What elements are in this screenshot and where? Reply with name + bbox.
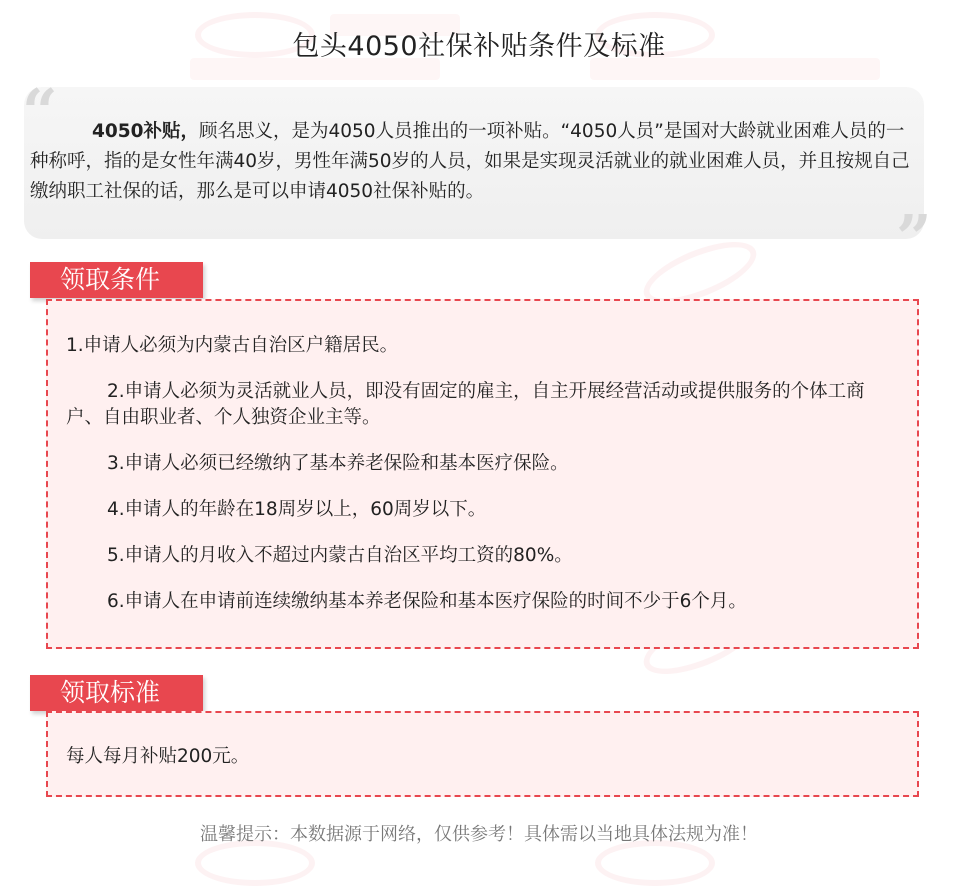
open-quote-icon: “ xyxy=(22,75,58,148)
page-title: 包头4050社保补贴条件及标准 xyxy=(292,31,666,62)
footer-note: 温馨提示：本数据源于网络，仅供参考！具体需以当地具体法规为准！ xyxy=(200,824,758,845)
intro-body: 顾名思义，是为4050人员推出的一项补贴。“4050人员”是国对大龄就业困难人员的一种称呼，指的是女性年满40岁，男性年满50岁的人员，如果是实现灵活就业的就业困难人员，并且按规自己缴纳职工社保的话，那么是可以申请4050社保补贴的。 xyxy=(30,121,910,202)
list-item: 6.申请人在申请前连续缴纳基本养老保险和基本医疗保险的时间不少于6个月。 xyxy=(107,591,747,612)
intro-lead: 4050补贴， xyxy=(92,121,199,142)
conditions-list xyxy=(66,333,896,615)
list-item: 4.申请人的年龄在18周岁以上，60周岁以下。 xyxy=(107,499,487,520)
list-item: 1.申请人必须为内蒙古自治区户籍居民。 xyxy=(66,335,399,356)
standard-text: 每人每月补贴200元。 xyxy=(66,746,250,767)
section-heading-standard: 领取标准 xyxy=(30,675,203,711)
section-heading-conditions: 领取条件 xyxy=(30,262,203,298)
watermark-logo-icon xyxy=(195,840,315,886)
list-item: 5.申请人的月收入不超过内蒙古自治区平均工资的80%。 xyxy=(107,545,573,566)
watermark-logo-icon xyxy=(595,840,715,886)
intro-paragraph xyxy=(30,117,915,207)
close-quote-icon: ” xyxy=(896,201,932,274)
list-item: 3.申请人必须已经缴纳了基本养老保险和基本医疗保险。 xyxy=(107,453,569,474)
list-item: 2.申请人必须为灵活就业人员，即没有固定的雇主，自主开展经营活动或提供服务的个体工商户、自由职业者、个人独资企业主等。 xyxy=(66,381,865,428)
